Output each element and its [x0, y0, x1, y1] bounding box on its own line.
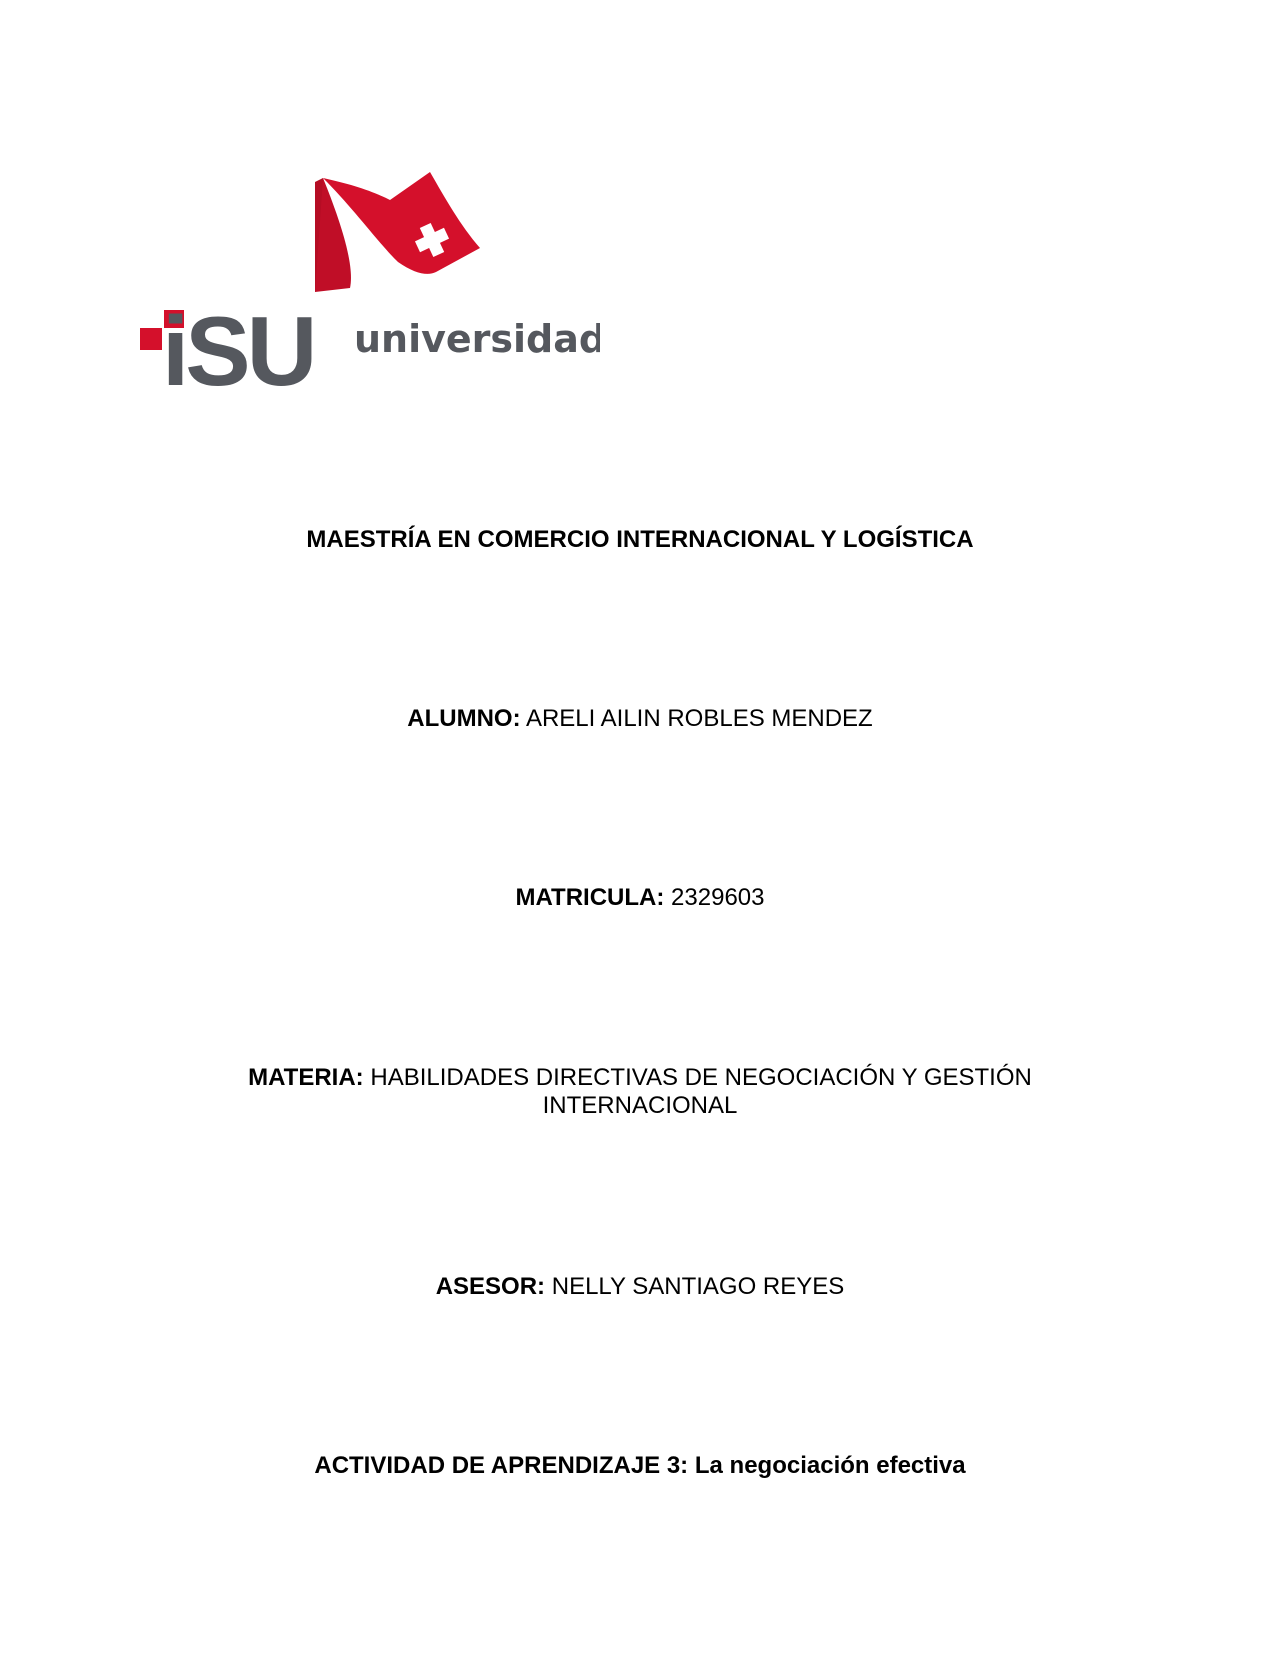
student-label: ALUMNO: — [407, 705, 521, 732]
subject-line — [0, 1064, 1280, 1120]
enrollment-number: 2329603 — [671, 884, 765, 911]
advisor-line — [0, 1273, 1280, 1301]
enrollment-line — [0, 884, 1280, 912]
logo-accent-square — [140, 328, 162, 350]
activity-title: La negociación efectiva — [694, 1452, 966, 1479]
advisor-label: ASESOR: — [435, 1273, 546, 1300]
subject-name-line1: HABILIDADES DIRECTIVAS DE NEGOCIACIÓN Y GESTIÓN — [370, 1064, 1032, 1091]
activity-line — [0, 1452, 1280, 1480]
enrollment-label: MATRICULA: — [515, 884, 665, 911]
subject-label: MATERIA: — [248, 1064, 364, 1091]
student-line — [0, 705, 1280, 733]
advisor-name: NELLY SANTIAGO REYES — [551, 1273, 845, 1300]
subject-name-line2: INTERNACIONAL — [542, 1092, 738, 1119]
activity-label: ACTIVIDAD DE APRENDIZAJE 3: — [314, 1452, 689, 1479]
isu-universidad-logo — [140, 170, 600, 410]
degree-title: MAESTRÍA EN COMERCIO INTERNACIONAL Y LOGÍSTICA — [306, 526, 974, 553]
logo-wordmark: iSU — [162, 296, 314, 406]
student-name: ARELI AILIN ROBLES MENDEZ — [525, 705, 873, 732]
logo-subtitle: universidad — [354, 317, 600, 361]
